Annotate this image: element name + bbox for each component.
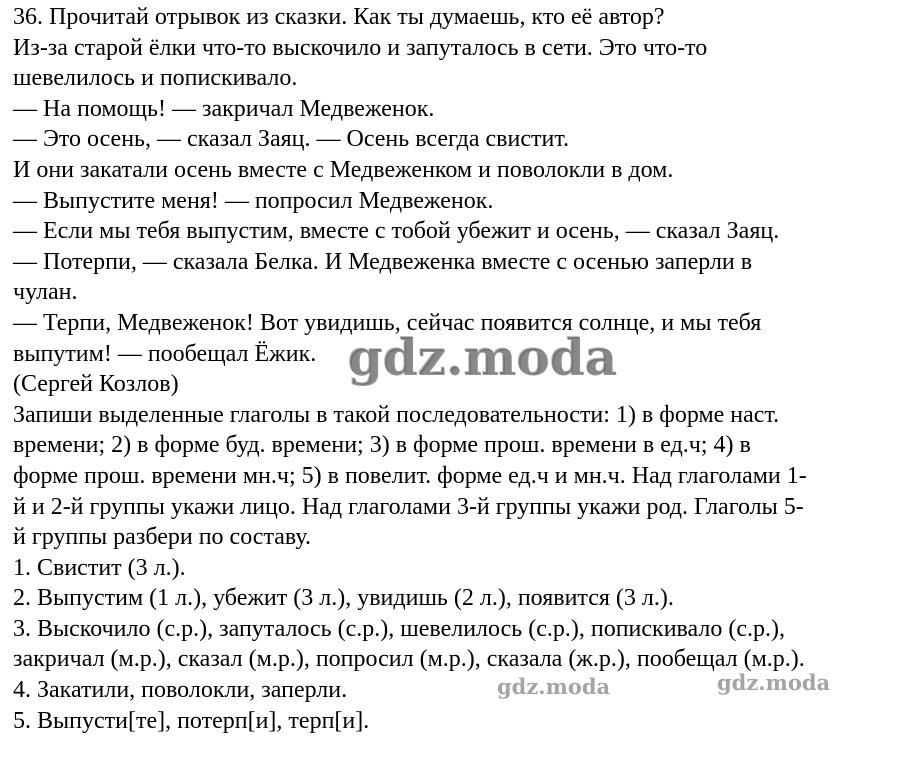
text-line: — Если мы тебя выпустим, вместе с тобой убежит и осень, — сказал Заяц. xyxy=(13,218,780,245)
answer-line: 2. Выпустим (1 л.), убежит (3 л.), увидишь (2 л.), появится (3 л.). xyxy=(13,585,674,612)
task-instruction-line: времени; 2) в форме буд. времени; 3) в форме прош. времени в ед.ч; 4) в xyxy=(13,432,751,459)
watermark-main: gdz.moda xyxy=(348,328,618,387)
answer-line: 4. Закатили, поволокли, заперли. xyxy=(13,677,348,704)
text-line: чулан. xyxy=(13,279,78,306)
answer-line: 1. Свистит (3 л.). xyxy=(13,554,186,581)
author-line: (Сергей Козлов) xyxy=(13,371,179,398)
task-heading: 36. Прочитай отрывок из сказки. Как ты думаешь, кто её автор? xyxy=(13,4,665,30)
text-line: шевелилось и попискивало. xyxy=(13,65,298,92)
answer-line: 5. Выпусти[те], потерп[и], терп[и]. xyxy=(13,707,370,734)
document-body xyxy=(13,2,903,736)
watermark-small-right: gdz.moda xyxy=(717,670,831,695)
task-instruction-line: форме прош. времени мн.ч; 5) в повелит. форме ед.ч и мн.ч. Над глаголами 1- xyxy=(13,462,807,489)
answer-line: закричал (м.р.), сказал (м.р.), попросил (м.р.), сказала (ж.р.), пообещал (м.р.). xyxy=(13,646,805,673)
answer-line: 3. Выскочило (с.р.), запуталось (с.р.), шевелилось (с.р.), попискивало (с.р.), xyxy=(13,615,786,642)
text-line: И они закатали осень вместе с Медвеженком и поволокли в дом. xyxy=(13,156,674,183)
text-line: — Потерпи, — сказала Белка. И Медвеженка вместе с осенью заперли в xyxy=(13,248,753,275)
task-instruction-line: Запиши выделенные глаголы в такой последовательности: 1) в форме наст. xyxy=(13,401,780,428)
text-line: — На помощь! — закричал Медвеженок. xyxy=(13,95,435,122)
text-line: Из-за старой ёлки что-то выскочило и запуталось в сети. Это что-то xyxy=(13,34,708,61)
text-line: — Терпи, Медвеженок! Вот увидишь, сейчас появится солнце, и мы тебя xyxy=(13,309,762,336)
task-instruction-line: й и 2-й группы укажи лицо. Над глаголами 3-й группы укажи род. Глаголы 5- xyxy=(13,493,804,520)
text-line: — Выпустите меня! — попросил Медвеженок. xyxy=(13,187,494,214)
text-line: выпутим! — пообещал Ёжик. xyxy=(13,340,317,367)
text-line: — Это осень, — сказал Заяц. — Осень всегда свистит. xyxy=(13,126,569,153)
watermark-small-left: gdz.moda xyxy=(497,674,611,699)
task-instruction-line: й группы разбери по составу. xyxy=(13,524,311,551)
